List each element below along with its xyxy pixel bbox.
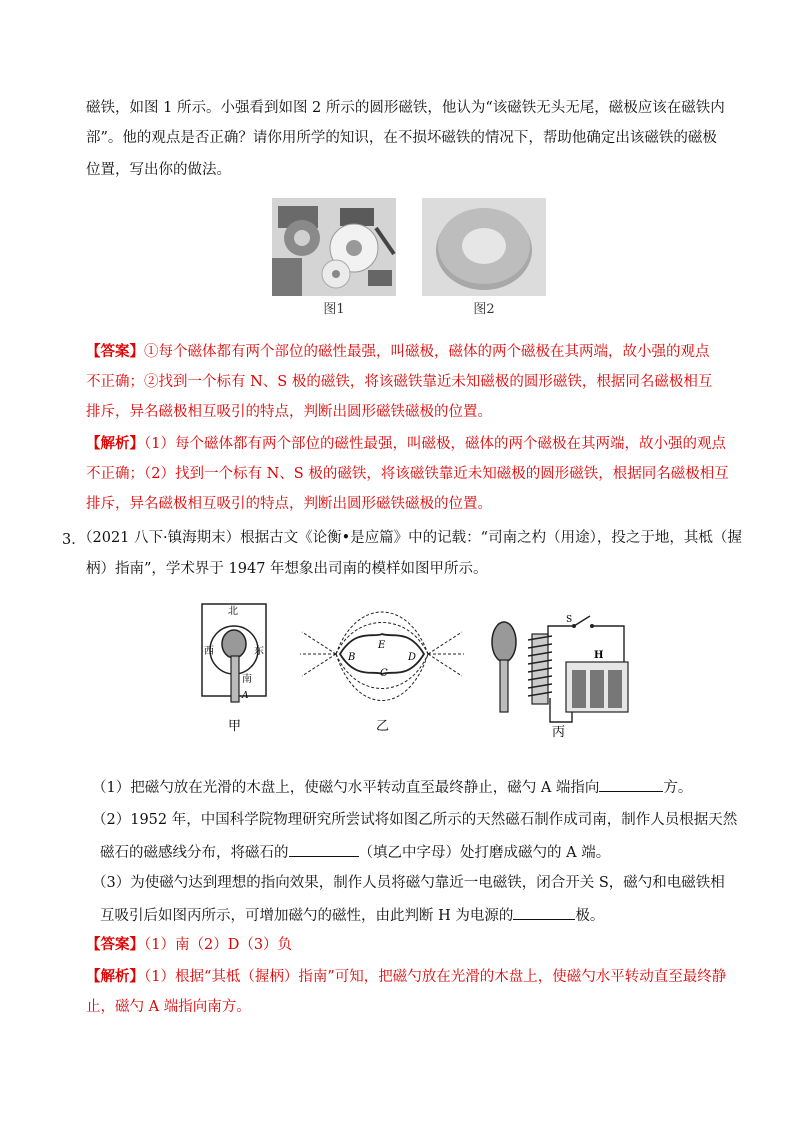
caption-bing: 丙 (552, 725, 566, 740)
sub-question-1-tail: 方。 (663, 780, 693, 796)
sub-question-3-line-1: （3）为使磁勺达到理想的指向效果，制作人员将磁勺靠近一电磁铁，闭合开关 S，磁勺和电磁铁相 (92, 875, 725, 891)
label-B: B (348, 652, 356, 663)
answer-2-line-2: 不正确；②找到一个标有 N、S 极的磁铁，将该磁铁靠近未知磁极的圆形磁铁，根据同名磁极相互 (86, 374, 713, 390)
sub-question-1-text: （1）把磁勺放在光滑的木盘上，使磁勺水平转动直至最终静止，磁勺 A 端指向 (92, 780, 600, 796)
figure-2-caption: 图2 (473, 302, 495, 317)
label-H: H (594, 650, 604, 661)
label-A: A (242, 691, 249, 701)
analysis-3-line-2: 止，磁勺 A 端指向南方。 (86, 999, 251, 1015)
caption-jia: 甲 (228, 719, 242, 734)
label-E: E (378, 640, 386, 651)
answer-blank-3[interactable] (513, 905, 575, 920)
analysis-tag: 【解析】 (86, 435, 144, 452)
figure-1-caption: 图1 (323, 302, 345, 317)
answer-3-text: （1）南（2）D（3）负 (144, 937, 293, 953)
analysis-3-tag: 【解析】 (86, 968, 144, 985)
caption-yi: 乙 (376, 719, 390, 734)
answer-3-tag: 【答案】 (86, 936, 144, 953)
analysis-2-line-1 (86, 434, 726, 454)
answer-2-line-3: 排斥，异名磁极相互吸引的特点，判断出圆形磁铁磁极的位置。 (86, 404, 492, 420)
analysis-2-line-3: 排斥，异名磁极相互吸引的特点，判断出圆形磁铁磁极的位置。 (86, 496, 492, 512)
figure-1-magnets-photo (272, 198, 396, 296)
figure-2-ring-magnet-photo (422, 198, 546, 296)
question-3-line-2: 柄）指南”，学术界于 1947 年想象出司南的模样如图甲所示。 (86, 561, 488, 577)
sub-question-3-text: 互吸引后如图丙所示，可增加磁勺的磁性，由此判断 H 为电源的 (100, 908, 514, 924)
answer-2-line-1 (86, 342, 710, 362)
label-east: 东 (254, 646, 264, 657)
label-west: 西 (204, 646, 214, 657)
sub-question-2-text: 磁石的磁感线分布，将磁石的 (100, 845, 289, 861)
sub-question-2-line-2 (100, 842, 610, 863)
label-C: C (380, 668, 388, 679)
label-south: 南 (242, 674, 252, 685)
sub-question-1 (92, 777, 692, 798)
answer-2-text: ①每个磁体都有两个部位的磁性最强，叫磁极，磁体的两个磁极在其两端，故小强的观点 (144, 344, 710, 360)
label-S: S (566, 615, 573, 625)
intro-line-1: 磁铁，如图 1 所示。小强看到如图 2 所示的圆形磁铁，他认为“该磁铁无头无尾，磁极应该在磁铁内 (86, 100, 725, 116)
label-north: 北 (228, 606, 238, 617)
label-D: D (408, 652, 417, 663)
figure-jia-sinan-spoon (198, 600, 270, 740)
answer-blank-2[interactable] (289, 842, 359, 857)
sub-question-2-tail: （填乙中字母）处打磨成磁勺的 A 端。 (358, 845, 611, 861)
answer-tag: 【答案】 (86, 343, 144, 360)
question-3-number: 3． (62, 532, 86, 548)
sub-question-2-line-1: （2）1952 年，中国科学院物理研究所尝试将如图乙所示的天然磁石制作成司南，制作人员根据天然 (92, 812, 738, 828)
analysis-2-line-2: 不正确；（2）找到一个标有 N、S 极的磁铁，将该磁铁靠近未知磁极的圆形磁铁，根据同名磁极相互 (86, 466, 729, 482)
answer-3 (86, 935, 292, 955)
analysis-3-line-1 (86, 967, 726, 987)
sub-question-3-tail: 极。 (575, 908, 605, 924)
question-3-line-1: （2021 八下·镇海期末）根据古文《论衡•是应篇》中的记载：“司南之杓（用途），投之于地，其柢（握 (78, 530, 742, 546)
sub-question-3-line-2 (100, 905, 604, 926)
analysis-3-text: （1）根据“其柢（握柄）指南”可知，把磁勺放在光滑的木盘上，使磁勺水平转动直至最终静 (144, 969, 727, 985)
intro-line-3: 位置，写出你的做法。 (86, 162, 231, 178)
figure-yi-magnetic-field-lines (296, 602, 468, 740)
intro-line-2: 部”。他的观点是否正确？请你用所学的知识，在不损坏磁铁的情况下，帮助他确定出该磁铁的磁极 (86, 130, 717, 146)
figure-bing-electromagnet-circuit (484, 612, 640, 740)
answer-blank-1[interactable] (599, 777, 663, 792)
analysis-2-text: （1）每个磁体都有两个部位的磁性最强，叫磁极，磁体的两个磁极在其两端，故小强的观点 (144, 436, 726, 452)
